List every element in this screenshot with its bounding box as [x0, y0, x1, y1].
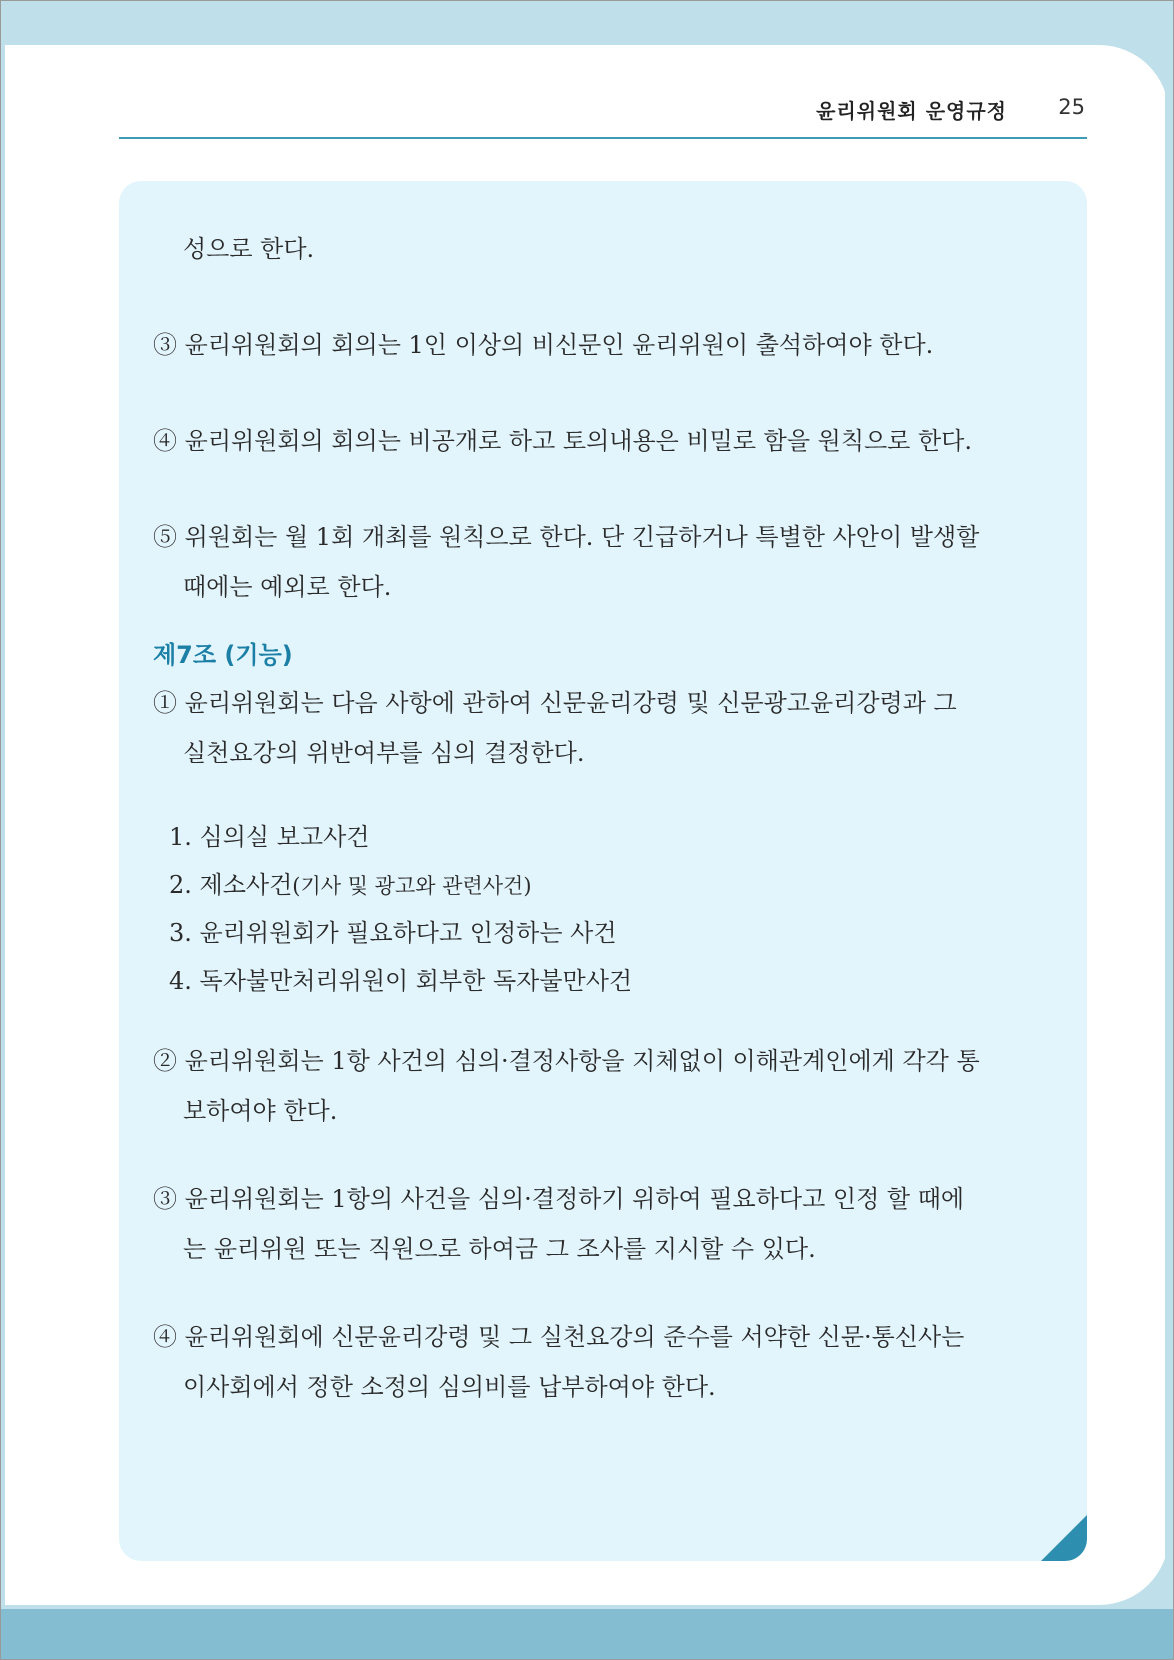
paragraph-4: ④ 윤리위원회의 회의는 비공개로 하고 토의내용은 비밀로 함을 원칙으로 한다. [153, 427, 972, 455]
clause-1-line-2: 실천요강의 위반여부를 심의 결정한다. [183, 739, 585, 767]
paragraph-continuation: 성으로 한다. [183, 235, 315, 263]
clause-4-line-1: ④ 윤리위원회에 신문윤리강령 및 그 실천요강의 준수를 서약한 신문·통신사는 [153, 1323, 965, 1351]
clause-3-line-1: ③ 윤리위원회는 1항의 사건을 심의·결정하기 위하여 필요하다고 인정 할 때에 [153, 1185, 965, 1213]
right-edge-band [1165, 1, 1173, 1659]
bottom-band [1, 1609, 1173, 1659]
clause-1-line-1: ① 윤리위원회는 다음 사항에 관하여 신문윤리강령 및 신문광고윤리강령과 그 [153, 689, 957, 717]
clause-2-line-1: ② 윤리위원회는 1항 사건의 심의·결정사항을 지체없이 이해관계인에게 각각 통 [153, 1047, 980, 1075]
clause-3-line-2: 는 윤리위원 또는 직원으로 하여금 그 조사를 지시할 수 있다. [183, 1235, 816, 1263]
list-item-2-note: (기사 및 광고와 관련사건) [292, 874, 532, 898]
list-item-2-main: 2. 제소사건 [169, 871, 293, 899]
list-item-1: 1. 심의실 보고사건 [169, 823, 370, 851]
paragraph-3: ③ 윤리위원회의 회의는 1인 이상의 비신문인 윤리위원이 출석하여야 한다. [153, 331, 934, 359]
running-header [119, 93, 1087, 139]
clause-4-line-2: 이사회에서 정한 소정의 심의비를 납부하여야 한다. [183, 1373, 716, 1401]
page-number: 25 [1058, 95, 1085, 119]
header-title: 윤리위원회 운영규정 [816, 99, 1007, 123]
paragraph-5-line-1: ⑤ 위원회는 월 1회 개최를 원칙으로 한다. 단 긴급하거나 특별한 사안이 발생할 [153, 523, 980, 551]
article-heading: 제7조 (기능) [153, 641, 293, 669]
paragraph-5-line-2: 때에는 예외로 한다. [183, 573, 392, 601]
list-item-4: 4. 독자불만처리위원이 회부한 독자불만사건 [169, 967, 633, 995]
list-item-3: 3. 윤리위원회가 필요하다고 인정하는 사건 [169, 919, 617, 947]
content-box [119, 181, 1087, 1561]
clause-2-line-2: 보하여야 한다. [183, 1097, 338, 1125]
list-item-2 [169, 869, 532, 902]
corner-fold-decoration [1041, 1515, 1087, 1561]
